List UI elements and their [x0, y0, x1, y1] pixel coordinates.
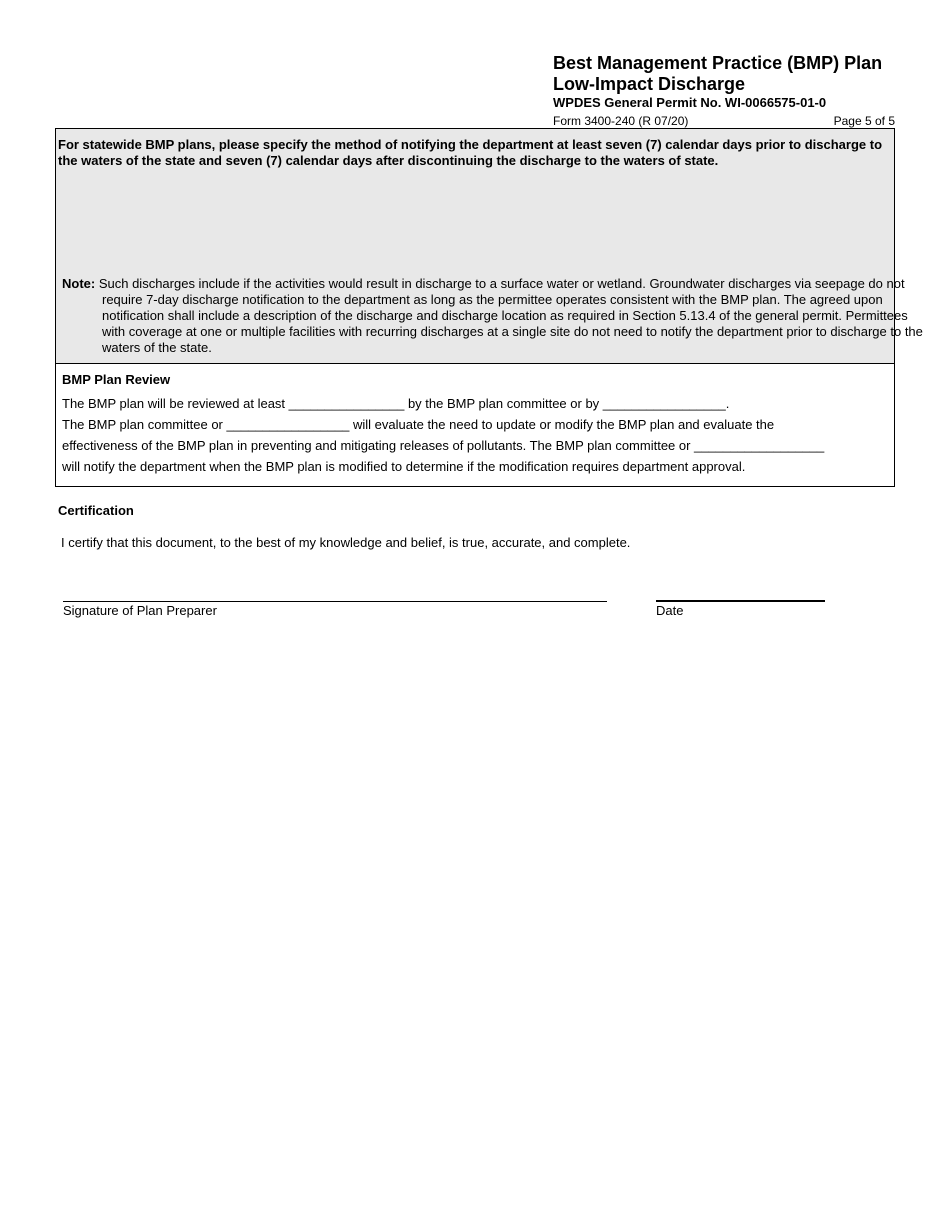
bmp-plan-review-section — [56, 364, 894, 477]
signature-field[interactable] — [63, 601, 607, 602]
notification-question: For statewide BMP plans, please specify the method of notifying the department at least seven (7) calendar days prior to discharge to the waters of the state and seven (7) calendar days after discontinuing the discharge to the waters of state. — [58, 137, 883, 168]
notification-answer-field[interactable] — [58, 173, 890, 269]
review-frequency-line[interactable]: The BMP plan will be reviewed at least ________________ by the BMP plan committee or by _________________. — [62, 396, 730, 411]
date-label: Date — [656, 603, 684, 618]
notification-section[interactable] — [56, 129, 923, 364]
form-number: Form 3400-240 (R 07/20) — [553, 114, 689, 128]
note-label: Note: — [62, 276, 96, 291]
form-header — [553, 53, 895, 129]
signature-label: Signature of Plan Preparer — [63, 603, 217, 618]
date-field[interactable] — [656, 600, 825, 602]
bmp-form-box — [55, 128, 923, 487]
certification-statement: I certify that this document, to the best of my knowledge and belief, is true, accurate, and complete. — [61, 535, 631, 550]
review-effectiveness-line[interactable]: effectiveness of the BMP plan in preventing and mitigating releases of pollutants. The BMP plan committee or __________________ — [62, 438, 825, 453]
form-subtitle: Low-Impact Discharge — [553, 74, 746, 94]
form-title: Best Management Practice (BMP) Plan — [553, 53, 883, 73]
certification-title: Certification — [58, 503, 134, 518]
note-text: Such discharges include if the activities would result in discharge to a surface water or wetland. Groundwater discharges via seepage do not require 7-day discharge notification to the department as long as the permittee operates consistent with the BMP plan. The agreed upon notification shall include a description of the discharge and discharge location as required in Section 5.13.4 of the general permit. Permittees with coverage at one or multiple facilities with recurring discharges at a single site do not need to notify the department prior to discharge to the waters of the state. — [95, 276, 923, 355]
notification-note — [62, 276, 924, 356]
review-title: BMP Plan Review — [62, 372, 171, 387]
review-notify-line: will notify the department when the BMP plan is modified to determine if the modification requires department approval. — [62, 459, 746, 474]
form-info-line — [553, 114, 895, 129]
review-committee-line[interactable]: The BMP plan committee or _________________ will evaluate the need to update or modify the BMP plan and evaluate the — [62, 417, 775, 432]
page-number: Page 5 of 5 — [833, 114, 895, 128]
permit-number: WPDES General Permit No. WI-0066575-01-0 — [553, 95, 827, 110]
